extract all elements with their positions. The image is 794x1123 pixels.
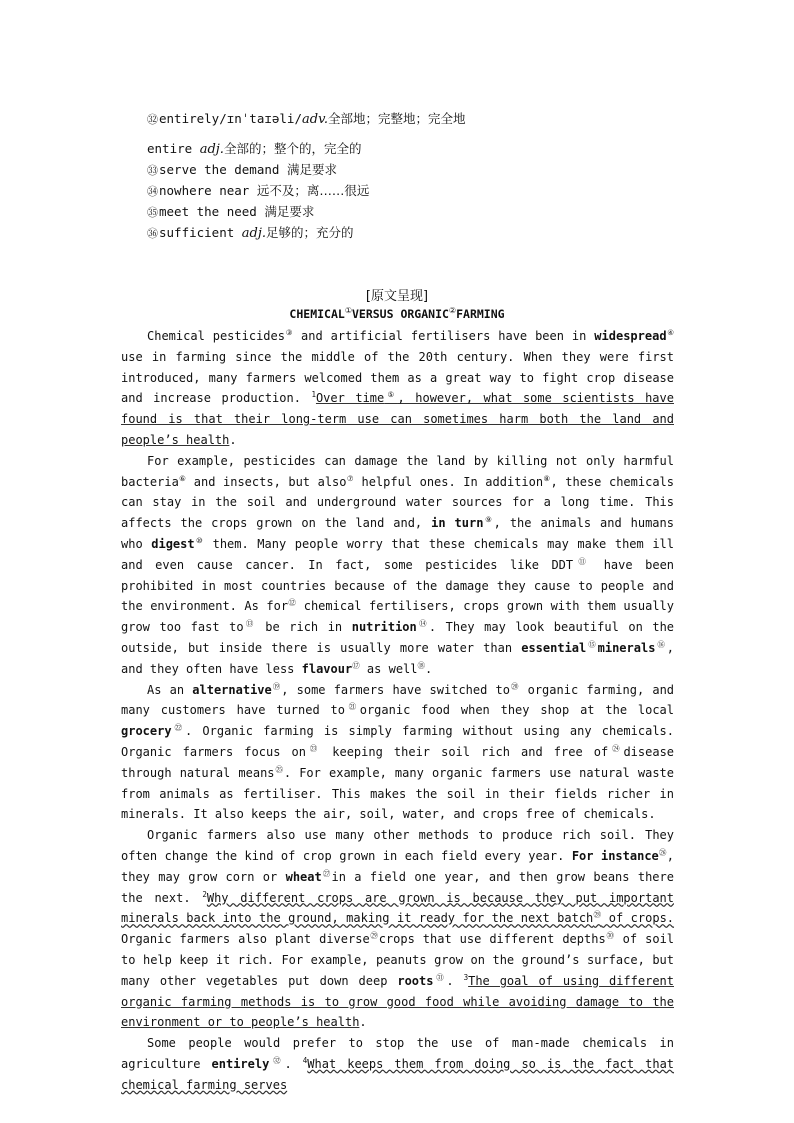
text: , however, what some scientists have found is that their long-term use can sometimes harm both the land and people’s health [121, 391, 674, 447]
vocab-term: serve the demand [159, 162, 287, 177]
note-number: ㉖ [658, 847, 667, 857]
note-number: ⑳ [509, 681, 520, 691]
vocab-term: entirely/ɪnˈtaɪəli/ [159, 111, 302, 126]
note-number: ㉚ [605, 931, 615, 941]
text: organic food when they shop at the local [359, 703, 675, 718]
note-number: ③ [284, 328, 294, 337]
text: Organic farmers also use many other methods to produce rich soil. They often change the kind of crop grown in each field every year. [121, 828, 674, 863]
vocab-term: sufficient [159, 225, 242, 240]
vocab-item [147, 180, 466, 201]
sentence-number: 4 [302, 1055, 308, 1065]
note-number: ㉕ [274, 764, 284, 774]
keyword: roots [397, 973, 434, 988]
text: Organic farmers also plant diverse [121, 932, 370, 947]
keyword: flavour [301, 661, 353, 676]
vocab-definition: 全部的；整个的，完全的 [223, 141, 362, 156]
note-number: ⑭ [416, 619, 429, 629]
keyword: entirely [211, 1056, 270, 1071]
note-number: ⑫ [288, 598, 297, 608]
note-number: ㉑ [344, 702, 360, 712]
note-number: ㊱ [147, 227, 158, 240]
text: . For example, many organic farmers use natural waste from animals as fertiliser. This makes the soil in their fields richer in minerals. It also keeps the air, soil, water, and crops free of chemicals. [121, 765, 674, 822]
text: For example, pesticides can damage the land by killing not only harmful bacteria [121, 453, 674, 489]
keyword: wheat [285, 869, 322, 884]
text: chemical fertilisers, crops grown with them usually grow too fast to [121, 599, 674, 635]
note-number: ⑤ [384, 390, 398, 400]
note-number: ② [448, 306, 457, 315]
text: be rich in [255, 620, 352, 635]
text: . They may look beautiful on the outside, but inside there is usually more water than [121, 620, 675, 655]
note-number: ⑪ [573, 556, 592, 566]
text: , and they often have less [121, 640, 675, 676]
vocab-item [147, 138, 466, 159]
paragraph-4 [121, 825, 674, 1033]
keyword: in turn [431, 516, 484, 531]
text: helpful ones. In addition [353, 474, 544, 489]
section-label: [原文呈现] [365, 289, 429, 304]
vocab-item [147, 222, 466, 243]
vocab-term: meet the need [159, 204, 265, 219]
note-number: ⑦ [346, 473, 354, 483]
vocabulary-list [147, 108, 466, 243]
text: and artificial fertilisers have been in [293, 329, 595, 343]
note-number: ⑲ [271, 681, 282, 691]
note-number: ⑬ [243, 619, 256, 629]
title-word: FARMING [456, 306, 505, 321]
paragraph-2 [121, 451, 674, 680]
article-body [121, 326, 674, 1095]
text: Why different crops are grown is because they put important minerals back into the ground, making it ready for the next batch [121, 890, 674, 926]
vocab-definition: 全部地；完整地；完全地 [328, 111, 466, 126]
note-number: ㉛ [433, 972, 447, 982]
note-number: ㉞ [147, 185, 158, 198]
text: Some people would prefer to stop the use of man-made chemicals in agriculture [121, 1036, 674, 1071]
keyword: digest [151, 536, 195, 551]
note-number: ㉟ [147, 206, 158, 219]
vocab-term: nowhere near [159, 183, 257, 198]
text: , these chemicals can stay in the soil and underground water sources for a long time. This affects the crops grown on the land and, [121, 474, 674, 531]
underlined-sentence: The goal of using different organic farming methods is to grow good food while avoiding damage to the environment or to people’s health [121, 973, 674, 1030]
text: . [446, 973, 464, 988]
text: and insects, but also [186, 474, 347, 489]
keyword: widespread [594, 329, 667, 343]
note-number: ㉗ [321, 868, 332, 878]
note-number: ⑯ [655, 639, 667, 649]
note-number: ⑥ [178, 473, 187, 483]
keyword: essential [521, 640, 587, 655]
keyword: grocery [121, 724, 172, 739]
text: . [229, 432, 237, 447]
note-number: ⑮ [586, 639, 598, 649]
sentence-number: 1 [311, 390, 316, 400]
text: . [359, 1015, 367, 1030]
part-of-speech: adj. [241, 226, 267, 241]
note-number: ㉔ [608, 743, 624, 753]
vocab-term: entire [147, 141, 200, 156]
paragraph-5 [121, 1033, 674, 1095]
note-number: ⑰ [352, 660, 360, 670]
text: . [284, 1056, 303, 1071]
note-number: ① [344, 306, 352, 315]
note-number: ㉙ [369, 931, 379, 941]
paragraph-3 [121, 680, 674, 826]
sentence-number: 3 [463, 972, 469, 982]
text: use in farming since the middle of the 20th century. When they were first introduced, many farmers welcomed them as a great way to fight crop disease and increase production. [121, 349, 674, 406]
text: , they may grow corn or [121, 848, 674, 884]
keyword: alternative [192, 682, 272, 697]
vocab-item [147, 159, 466, 180]
vocab-definition: 远不及；离……很远 [256, 183, 370, 198]
text: as well [359, 661, 418, 676]
text: , some farmers have switched to [281, 682, 510, 697]
sentence-number: 2 [202, 889, 207, 899]
note-number: ㉝ [147, 164, 158, 177]
text: . Organic farming is simply farming without using any chemicals. Organic farmers focus on [121, 724, 675, 759]
text: organic farming, and many customers have turned to [121, 682, 675, 718]
text: of crops. [601, 911, 675, 926]
text: crops that use different depths [378, 932, 606, 947]
text: Chemical pesticides [147, 329, 285, 343]
note-number: ㉒ [171, 723, 185, 733]
keyword: For instance [571, 848, 659, 863]
title-word: CHEMICAL [289, 306, 345, 321]
note-number: ④ [666, 328, 674, 337]
part-of-speech: adv. [302, 112, 329, 127]
vocab-item [147, 201, 466, 222]
note-number: ㉜ [147, 113, 158, 126]
article-title [0, 306, 794, 321]
vocab-item [147, 108, 466, 129]
text: them. Many people worry that these chemicals may make them ill and even cause cancer. In fact, some pesticides like DDT [121, 536, 674, 572]
text: in a field one year, and then grow beans there the next. [121, 869, 674, 905]
note-number: ㉜ [269, 1055, 285, 1065]
text: of soil to help keep it rich. For example, peanuts grow on the ground’s surface, but many other vegetables put down deep [121, 932, 675, 988]
vocab-definition: 足够的；充分的 [266, 225, 354, 240]
text: . [425, 661, 433, 676]
keyword: nutrition [351, 620, 417, 635]
note-number: ⑧ [543, 473, 551, 483]
text: disease through natural means [121, 744, 675, 780]
keyword: minerals [597, 640, 656, 655]
paragraph-1 [121, 326, 674, 451]
wavy-underlined-sentence: What keeps them from doing so is the fact that chemical farming serves [121, 1056, 675, 1092]
text: , the animals and humans who [121, 516, 674, 551]
title-word: VERSUS ORGANIC [351, 306, 449, 321]
text: keeping their soil rich and free of [321, 744, 609, 759]
note-number: ⑱ [417, 660, 425, 670]
vocab-definition: 满足要求 [264, 204, 315, 219]
text: Over time [315, 391, 385, 406]
vocab-definition: 满足要求 [286, 162, 337, 177]
note-number: ⑩ [194, 535, 205, 545]
note-number: ㉘ [593, 910, 602, 920]
text: have been prohibited in most countries because of the damage they cause to people and the environment. As for [121, 557, 675, 614]
note-number: ⑨ [483, 515, 494, 525]
text: As an [147, 682, 193, 697]
note-number: ㉓ [305, 743, 322, 753]
part-of-speech: adj. [199, 142, 224, 157]
